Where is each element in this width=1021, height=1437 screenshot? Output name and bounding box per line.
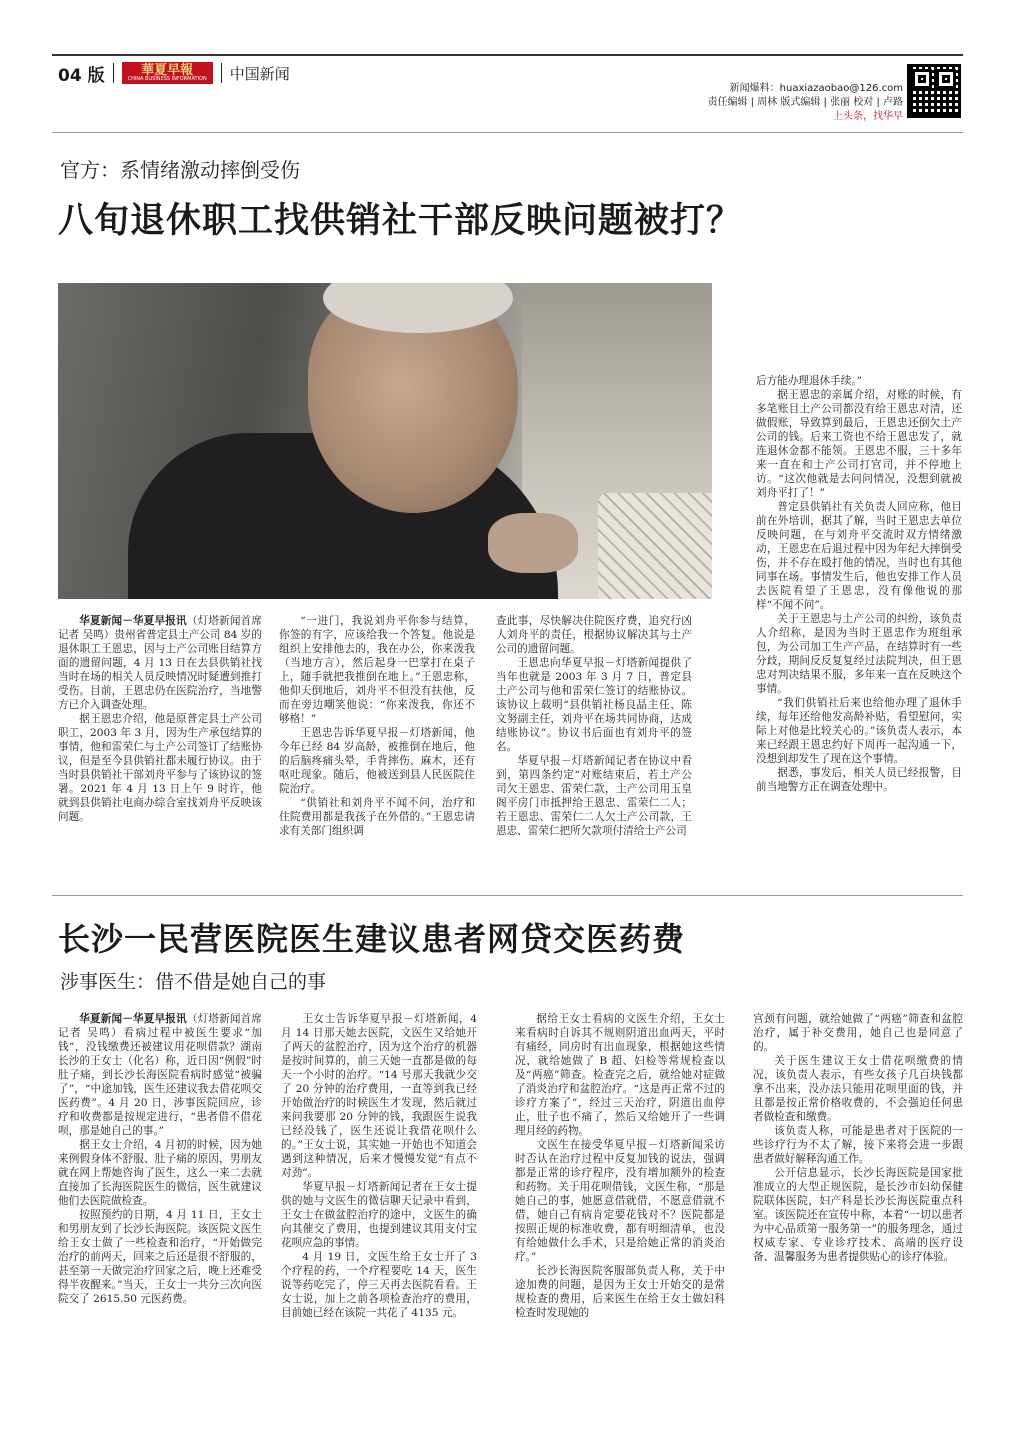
paragraph: “供销社和刘舟平不闻不问，治疗和住院费用都是我孩子在外借的。”王恩忠请求有关部门组织调 [279,797,475,837]
paragraph: “一进门，我说刘舟平你参与结算，你签的有字，应该给我一个答复。他说是组织上安排他去的，我在办公，你来泼我（当地方言），然后起身一巴掌打在桌子上，随手就把我推倒在地上。”王恩忠称，他仰天倒地后，刘舟平不但没有扶他，反而在旁边嘲笑他说：“你来泼我，你还不够格！” [279,615,475,725]
tips-line: 新闻爆料：huaxiazaobao@126.com [729,83,903,94]
paragraph: 华夏早报－灯塔新闻记者在协议中看到，第四条约定“对账结束后，若土产公司欠王恩忠、雷荣仁款，土产公司用玉皇阁平房门市抵押给王恩忠、雷荣仁二人；若王恩忠、雷荣仁二人欠土产公司款，王恩忠、雷荣仁把所欠款项付清给土产公司 [496,755,692,837]
article1-kicker: 官方：系情绪激动摔倒受伤 [60,158,300,182]
article-divider [52,895,963,896]
article2-column-3 [515,1012,725,1320]
paragraph: 据给王女士看病的文医生介绍，王女士来看病时自诉其不规则阴道出血两天，平时有痛经，同房时有出血现象，根据她这些情况，就给她做了 B 超、妇检等常规检查以及“两癌”筛查。检查完之后，就给她对症做了消炎治疗和盆腔治疗。“这是再正常不过的诊疗方案了”，经过三天治疗，阴道出血停止，肚子也不痛了，然后又给她开了一些调理月经的药物。 [515,1013,725,1137]
article1-column-4 [756,374,962,794]
article1-photo [58,283,712,599]
paragraph: 华夏新闻－华夏早报讯（灯塔新闻首席记者 吴鸣）贵州省普定县土产公司 84 岁的退休职工王恩忠，因与土产公司账目结算方面的遗留问题，4 月 13 日在去县供销社找当时在场的相关人员反映情况时疑遭到推打受伤。目前，王恩忠仍在医院治疗，当地警方已介入调查处理。 [58,615,263,711]
editors-line: 责任编辑 | 周林 版式编辑 | 张丽 校对 | 卢路 [707,97,903,108]
credits-block [707,82,903,124]
article2-column-2 [281,1012,477,1320]
newspaper-logo: 華夏早報 CHINA BUSINESS INFORMATION [122,62,213,84]
page-number: 04 版 [58,65,105,86]
slogan: 上头条，找华早 [833,111,903,122]
paragraph: 4 月 19 日，文医生给王女士开了 3 个疗程的药，一个疗程要吃 14 天，医生说等药吃完了，停三天再去医院看看。王女士说，加上之前各项检查治疗的费用，目前她已经在该院一共花了 4135 元。 [281,1251,477,1319]
article1-column-1 [58,614,262,824]
paragraph: “我们供销社后来也给他办理了退休手续，每年还给他发高龄补贴，看望慰问，实际上对他是比较关心的。”该负责人表示，本来已经跟王恩忠约好下周再一起沟通一下，没想到却发生了现在这个事情。 [756,697,962,765]
paragraph: 查此事，尽快解决住院医疗费，追究行凶人刘舟平的责任，根据协议解决其与土产公司的遗留问题。 [496,615,692,655]
paragraph: 王恩忠告诉华夏早报－灯塔新闻，他今年已经 84 岁高龄，被推倒在地后，他的后脑疼痛头晕，手背摔伤、麻木，还有呕吐现象。随后，他被送到县人民医院住院治疗。 [279,727,475,795]
article1-headline: 八旬退休职工找供销社干部反映问题被打？ [58,201,743,241]
paragraph: 按照预约的日期，4 月 11 日，王女士和男朋友到了长沙长海医院。该医院文医生给王女士做了一些检查和治疗，“开始做完治疗的前两天，回来之后还是很不舒服的，甚至第一天做完治疗回家之后，晚上还难受得半夜醒来。”当天，王女士一共分三次向医院交了 2615.50 元医药费。 [58,1209,262,1305]
dateline: 华夏新闻－华夏早报讯 [79,615,187,627]
header-rule [52,132,963,133]
paragraph: 据王女士介绍，4 月初的时候，因为她来例假身体不舒服、肚子痛的原因，男朋友就在网上帮她咨询了医生，这么一来二去就直接加了长海医院医生的微信，医生就建议他们去医院做检查。 [58,1139,262,1207]
paragraph: 文医生在接受华夏早报－灯塔新闻采访时否认在治疗过程中反复加钱的说法，强调都是正常的诊疗程序，没有增加额外的检查和药物。关于用花呗借钱，文医生称，“那是她自己的事，她愿意借就借，不愿意借就不借，她自己有病肯定要花钱对不？医院都是按照正规的标准收费，都有明细清单，也没有给她做什么手术，只是给她正常的消炎治疗。” [515,1139,725,1263]
paragraph: 关于王恩忠与土产公司的纠纷，该负责人介绍称，是因为当时王恩忠作为班组承包，为公司加工生产产品，在结算时有一些分歧，期间反反复复经过法院判决，但王恩忠对判决结果不服，多年来一直在反映这个事情。 [756,613,962,695]
paragraph: 普定县供销社有关负责人回应称，他目前在外培训，据其了解，当时王恩忠去单位反映问题，在与刘舟平交流时双方情绪激动，王恩忠在后退过程中因为年纪大摔倒受伤，并不存在殴打他的情况，当时也有其他同事在场。事情发生后，他也安排工作人员去医院看望了王恩忠，没有像他说的那样“不闻不问”。 [756,501,962,611]
paragraph: 华夏新闻－华夏早报讯（灯塔新闻首席记者 吴鸣）看病过程中被医生要求“加钱”，没钱缴费还被建议用花呗借款？湖南长沙的王女士（化名）称，近日因“例假”时肚子痛，到长沙长海医院看病时感觉“被骗了”，“中途加钱，医生还建议我去借花呗交医药费”。4 月 20 日，涉事医院回应，诊疗和收费都是按规定进行，“患者借不借花呗，那是她自己的事。” [58,1013,263,1137]
paragraph: 关于医生建议王女士借花呗缴费的情况，该负责人表示，有些女孩子几百块钱都拿不出来，没办法只能用花呗里面的钱，并且都是按正常价格收费的，不会强迫任何患者做检查和缴费。 [753,1055,963,1123]
article2-kicker: 涉事医生：借不借是她自己的事 [60,971,327,993]
paragraph: 公开信息显示，长沙长海医院是国家批准成立的大型正规医院，是长沙市妇幼保健院联体医院，妇产科是长沙长海医院重点科室。该医院还在宣传中称，本着“一切以患者为中心品质第一服务第一”的服务理念，通过权威专家、专业诊疗技术、高端的医疗设备、温馨服务为患者提供贴心的诊疗体验。 [753,1167,963,1263]
paragraph: 王恩忠向华夏早报－灯塔新闻提供了当年也就是 2003 年 3 月 7 日，普定县土产公司与他和雷荣仁签订的结账协议。该协议上载明“县供销社杨良晶主任、陈文努副主任，刘舟平在场共同协商，达成结账协议”。协议书后面也有刘舟平的签名。 [496,657,692,753]
paragraph: 据悉，事发后，相关人员已经报警，目前当地警方正在调查处理中。 [756,767,962,793]
paragraph: 据王恩忠介绍，他是原普定县土产公司职工，2003 年 3 月，因为生产承包结算的事情，他和雷荣仁与土产公司签订了结账协议，但是至今县供销社都未履行协议。由于当时县供销社干部刘舟平参与了该协议的签署。2021 年 4 月 13 日上午 9 时许，他就到县供销社电商办综合室找刘舟平反映该问题。 [58,713,262,823]
paragraph: 该负责人称，可能是患者对于医院的一些诊疗行为不太了解，接下来将会进一步跟患者做好解释沟通工作。 [753,1125,963,1165]
article1-column-3 [496,614,692,838]
dateline: 华夏新闻－华夏早报讯 [79,1013,187,1025]
qr-code-icon [907,64,961,118]
article1-column-2 [279,614,475,838]
article2-column-1 [58,1012,262,1306]
paragraph: 长沙长海医院客服部负责人称，关于中途加费的问题，是因为王女士开始交的是常规检查的费用，后来医生在给王女士做妇科检查时发现她的 [515,1265,725,1319]
article2-headline: 长沙一民营医院医生建议患者网贷交医药费 [58,920,686,958]
article2-column-4 [753,1012,963,1264]
masthead [58,58,290,88]
divider [221,63,222,83]
section-name: 中国新闻 [229,64,290,83]
paragraph: 后方能办理退休手续。” [756,375,863,387]
paragraph: 王女士告诉华夏早报－灯塔新闻，4 月 14 日那天她去医院，文医生又给她开了两天的盆腔治疗，因为这个治疗的机器是按时间算的，前三天她一直都是做的每天一个小时的治疗。“14 号那天我就少交了 20 分钟的治疗费用，一直等到我已经开始做治疗的时候医生才发现，然后就过来问我要那 20 分钟的钱，我跟医生说我已经没钱了，医生还说让我借花呗什么的。”王女士说，其实她一开始也不知道会遇到这种情况，后来才慢慢发觉“有点不对劲”。 [281,1013,477,1179]
paragraph: 宫颈有问题，就给她做了“两癌”筛查和盆腔治疗，属于补交费用，她自己也是同意了的。 [753,1013,963,1053]
divider [113,63,114,83]
paragraph: 华夏早报－灯塔新闻记者在王女士提供的她与文医生的微信聊天记录中看到，王女士在做盆腔治疗的途中，文医生的确向其催交了费用，也提到建议其用支付宝花呗应急的事情。 [281,1181,477,1249]
top-rule [52,54,963,56]
paragraph: 据王恩忠的亲属介绍，对账的时候，有多笔账目土产公司都没有给王恩忠对清，还做假账，导致算到最后，王恩忠还倒欠土产公司的钱。后来工资也不给王恩忠发了，就连退休金都不能领。王恩忠不服，三十多年来一直在和土产公司打官司，并不停地上访。“这次他就是去问问情况，没想到就被刘舟平打了！” [756,389,962,499]
